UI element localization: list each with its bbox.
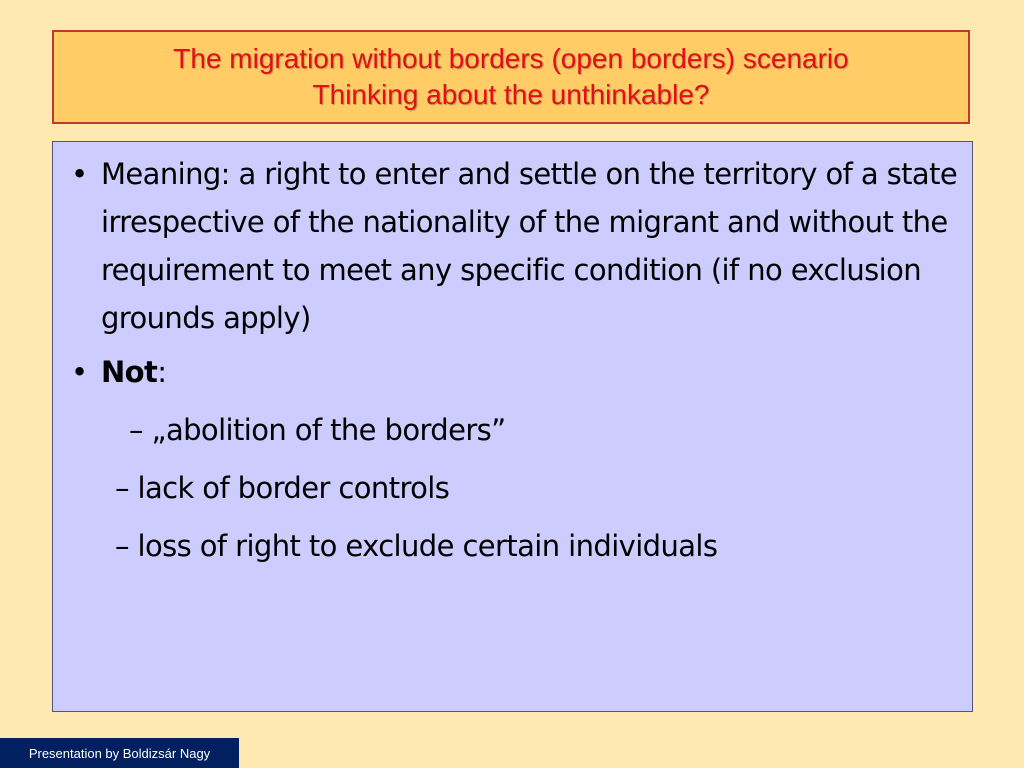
- not-label: Not: [101, 355, 158, 389]
- bullet-meaning-text: Meaning: a right to enter and settle on the territory of a state irrespective of the nationality of the migrant and without the requirement to meet any specific condition (if no exclusion grounds apply): [101, 157, 958, 335]
- footer-presenter: Presentation by Boldizsár Nagy: [0, 738, 239, 768]
- subitem-abolition: – „abolition of the borders”: [129, 413, 506, 447]
- not-colon: :: [157, 355, 167, 389]
- bullet-dot-icon: •: [71, 157, 89, 191]
- slide-title: [52, 30, 970, 124]
- subitem-border-controls: – lack of border controls: [115, 471, 450, 505]
- bullet-not-text: [101, 348, 961, 396]
- title-line-1: The migration without borders (open borders) scenario: [173, 43, 849, 74]
- subitem-right-to-exclude: – loss of right to exclude certain individuals: [115, 529, 718, 563]
- title-line-2: Thinking about the unthinkable?: [312, 79, 710, 110]
- bullet-dot-icon: •: [71, 355, 89, 389]
- content-area: [52, 141, 973, 712]
